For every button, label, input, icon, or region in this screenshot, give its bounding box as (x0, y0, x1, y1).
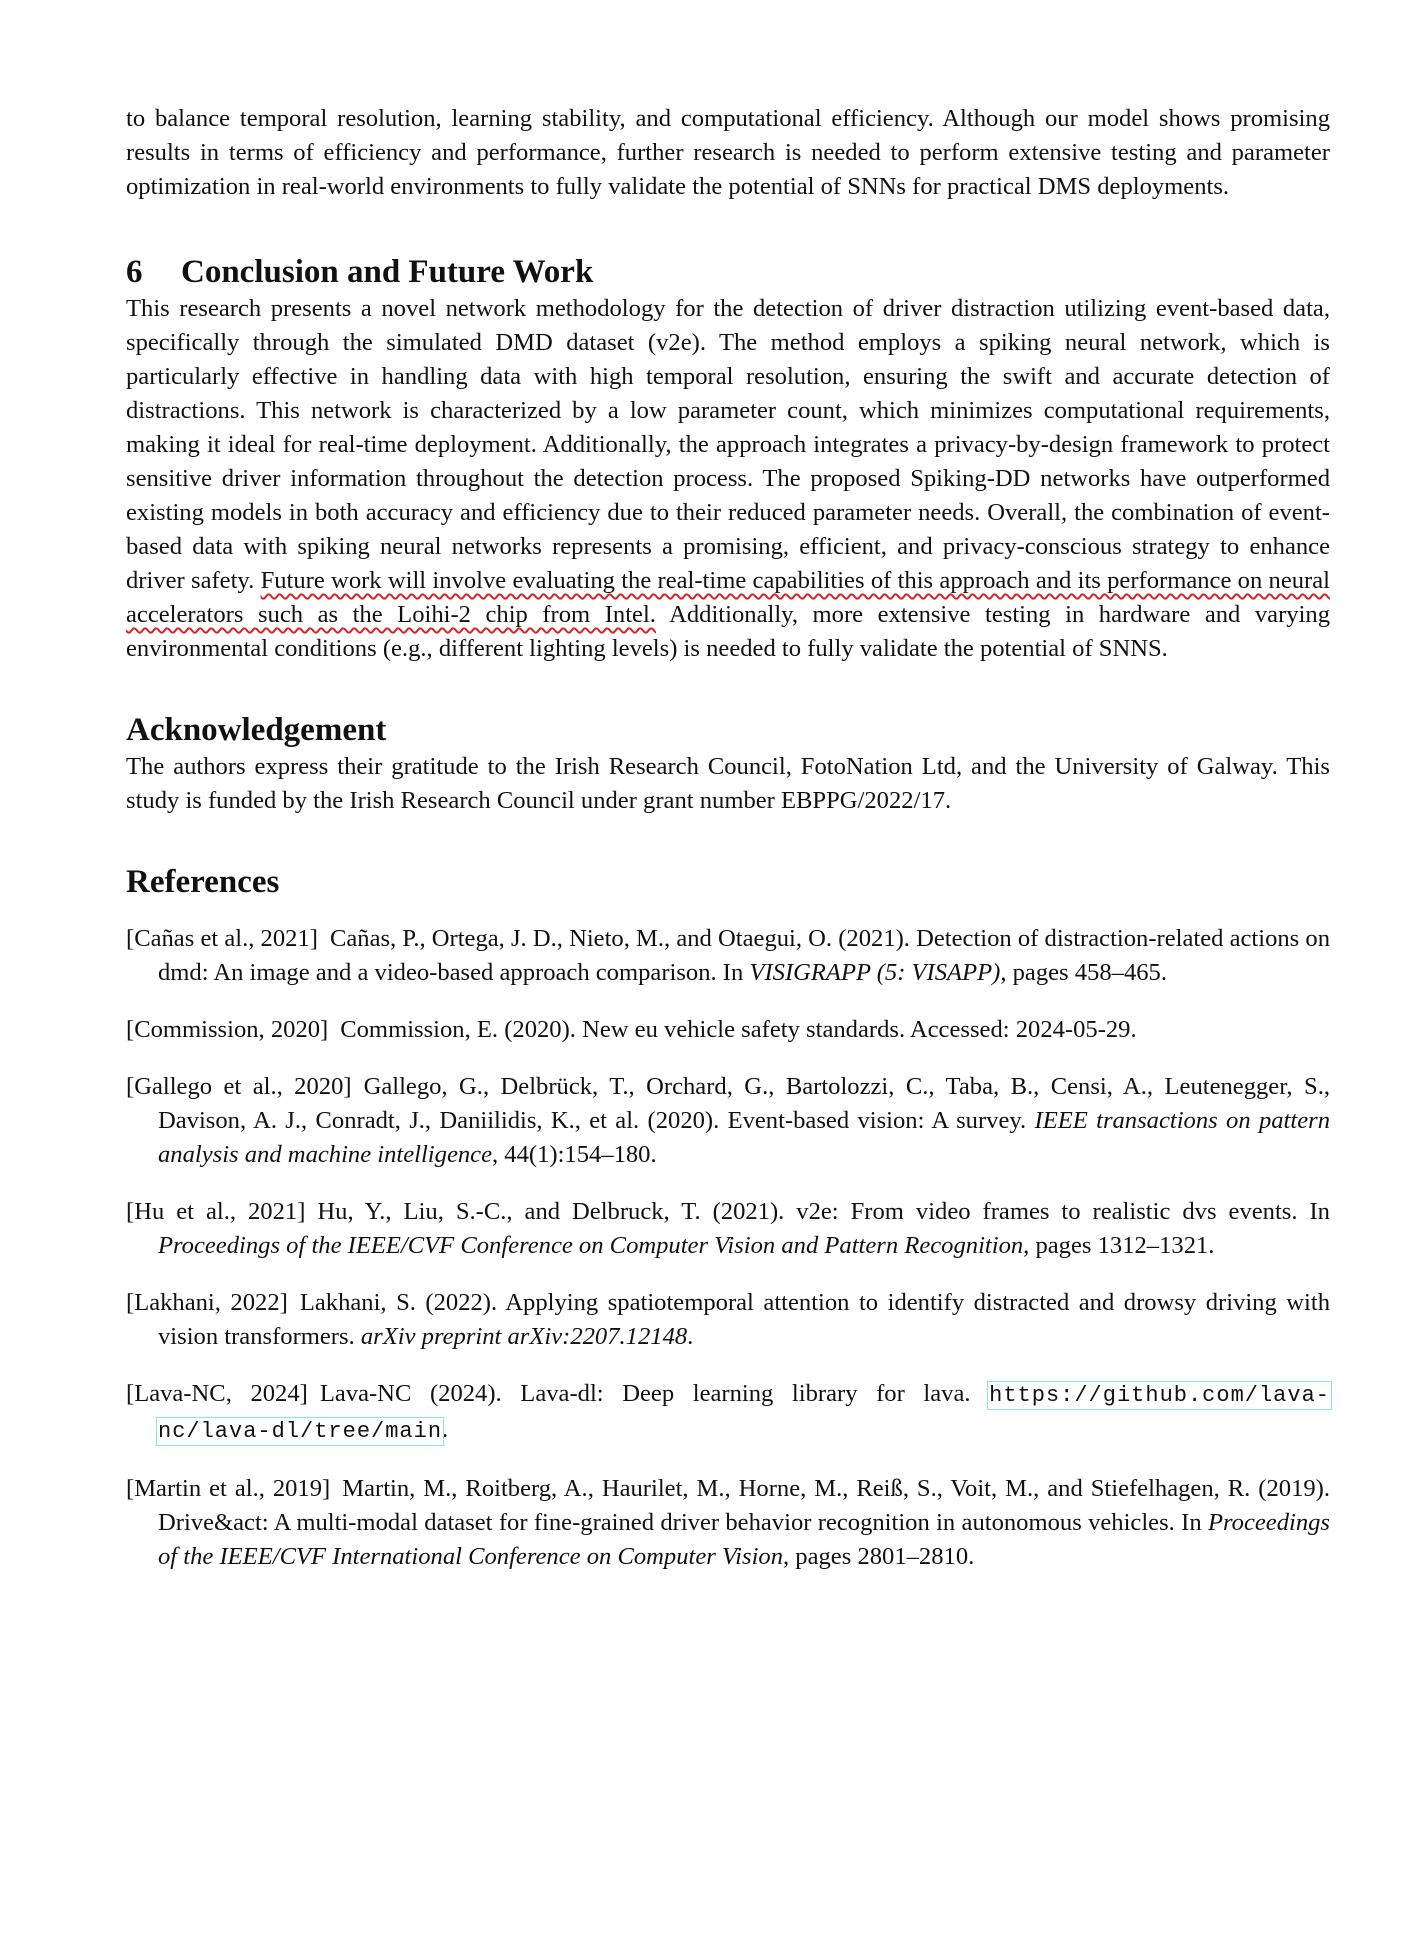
conclusion-text-end: Additionally, more extensive testing in hardware and varying environmental conditions (e.g., different lighting levels) is needed to fully validate the potential of SNNS. (126, 601, 1330, 662)
conclusion-text: This research presents a novel network methodology for the detection of driver distraction utilizing event-based data, specifically through the simulated DMD dataset (v2e). The method employs a spiking neural network, which is particularly effective in handling data with high temporal resolution, ensuring the swift and accurate detection of distractions. This network is characterized by a low parameter count, which minimizes computational requirements, making it ideal for real-time deployment. Additionally, the approach integrates a privacy-by-design framework to protect sensitive driver information throughout the detection process. The proposed Spiking-DD networks have outperformed existing models in both accuracy and efficiency due to their reduced parameter needs. Overall, the combination of event-based data with spiking neural networks represents a promising, efficient, and privacy-conscious strategy to enhance driver safety. (126, 295, 1330, 594)
section-number: 6 (126, 254, 143, 290)
reference-key: [Lava-NC, 2024] (126, 1380, 308, 1407)
paper-page (126, 102, 1330, 1597)
reference-hu-2021: [Hu et al., 2021] Hu, Y., Liu, S.-C., and Delbruck, T. (2021). v2e: From video frames to realistic dvs events. In Proceedings of the IEEE/CVF Conference on Computer Vision and Pattern Recognition, pages 1312–1321. (126, 1198, 1330, 1259)
reference-lakhani-2022: [Lakhani, 2022] Lakhani, S. (2022). Applying spatiotemporal attention to identify distracted and drowsy driving with vision transformers. arXiv preprint arXiv:2207.12148. (126, 1289, 1331, 1350)
reference-key: [Hu et al., 2021] (126, 1198, 306, 1225)
highlighted-future-work: Future work will involve evaluating the real-time capabilities of this approach and its performance on neural accelerators such as the Loihi-2 chip from Intel. (126, 567, 1330, 628)
reference-url-link[interactable]: https://github.com/lava-nc/lava-dl/tree/main (158, 1383, 1330, 1444)
reference-commission-2020: [Commission, 2020] Commission, E. (2020). New eu vehicle safety standards. Accessed: 2024-05-29. (126, 1016, 1137, 1043)
reference-list (126, 922, 1330, 1574)
reference-lava-nc-2024: [Lava-NC, 2024] Lava-NC (2024). Lava-dl: Deep learning library for lava. https://github.com/lava-nc/lava-dl/tree/main. (126, 1380, 1330, 1444)
conclusion-heading (126, 252, 1330, 292)
reference-canas-2021: [Cañas et al., 2021] Cañas, P., Ortega, J. D., Nieto, M., and Otaegui, O. (2021). Detection of distraction-related actions on dmd: An image and a video-based approach comparison. In VISIGRAPP (5: VISAPP), pages 458–465. (126, 925, 1330, 986)
section-title: Conclusion and Future Work (181, 254, 594, 290)
acknowledgement-heading: Acknowledgement (126, 712, 387, 748)
reference-key: [Lakhani, 2022] (126, 1289, 288, 1316)
intro-paragraph: to balance temporal resolution, learning stability, and computational efficiency. Although our model shows promising results in terms of efficiency and performance, further research is needed to perform extensive testing and parameter optimization in real-world environments to fully validate the potential of SNNs for practical DMS deployments. (126, 105, 1330, 200)
reference-martin-2019: [Martin et al., 2019] Martin, M., Roitberg, A., Haurilet, M., Horne, M., Reiß, S., Voit, M., and Stiefelhagen, R. (2019). Drive&act: A multi-modal dataset for fine-grained driver behavior recognition in autonomous vehicles. In Proceedings of the IEEE/CVF International Conference on Computer Vision, pages 2801–2810. (126, 1475, 1331, 1570)
reference-gallego-2020: [Gallego et al., 2020] Gallego, G., Delbrück, T., Orchard, G., Bartolozzi, C., Taba, B., Censi, A., Leutenegger, S., Davison, A. J., Conradt, J., Daniilidis, K., et al. (2020). Event-based vision: A survey. IEEE transactions on pattern analysis and machine intelligence, 44(1):154–180. (126, 1073, 1330, 1168)
conclusion-paragraph (126, 292, 1330, 666)
references-heading: References (126, 864, 280, 900)
reference-key: [Commission, 2020] (126, 1016, 329, 1043)
reference-key: [Martin et al., 2019] (126, 1475, 331, 1502)
reference-key: [Cañas et al., 2021] (126, 925, 318, 952)
reference-key: [Gallego et al., 2020] (126, 1073, 352, 1100)
acknowledgement-paragraph: The authors express their gratitude to the Irish Research Council, FotoNation Ltd, and the University of Galway. This study is funded by the Irish Research Council under grant number EBPPG/2022/17. (126, 753, 1330, 814)
